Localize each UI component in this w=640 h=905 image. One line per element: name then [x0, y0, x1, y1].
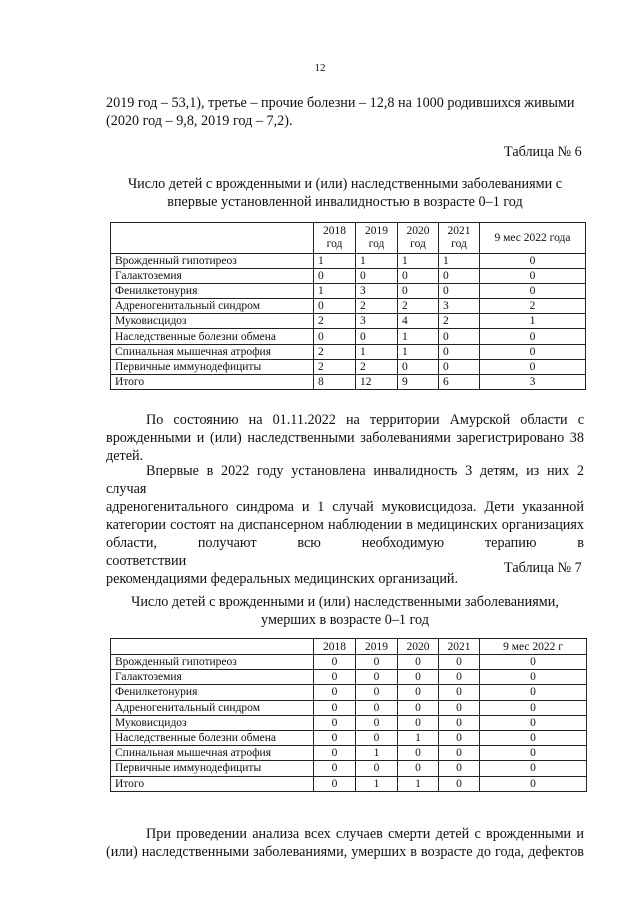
table-cell: 6 [439, 374, 480, 389]
table-header-cell: 2021 [439, 639, 480, 655]
table6-caption: Таблица № 6 [504, 144, 582, 160]
table-cell: Наследственные болезни обмена [111, 329, 314, 344]
table-cell: 0 [398, 670, 439, 685]
paragraph-line: Впервые в 2022 году установлена инвалидность 3 детям, из них 2 случая [106, 463, 584, 497]
table-cell: Спинальная мышечная атрофия [111, 746, 314, 761]
table-cell: 1 [398, 329, 439, 344]
table-cell: 0 [314, 670, 356, 685]
table-row [111, 344, 586, 359]
table-cell: 1 [480, 314, 586, 329]
intro-line: (2020 год – 9,8, 2019 год – 7,2). [106, 113, 293, 129]
table-cell: 1 [356, 746, 398, 761]
table-cell: 0 [439, 269, 480, 284]
table-cell: Муковисцидоз [111, 715, 314, 730]
table-cell: 0 [314, 730, 356, 745]
table-cell: Адреногенитальный синдром [111, 299, 314, 314]
table-cell: 2 [398, 299, 439, 314]
table-cell: Первичные иммунодефициты [111, 359, 314, 374]
table-cell: Фенилкетонурия [111, 284, 314, 299]
table-cell: 0 [439, 284, 480, 299]
table-cell: 1 [398, 344, 439, 359]
table-cell: 0 [398, 685, 439, 700]
table-cell: 1 [439, 254, 480, 269]
table7-caption: Таблица № 7 [504, 560, 582, 576]
table-cell: 2 [480, 299, 586, 314]
table-cell: 0 [398, 700, 439, 715]
table-cell: 0 [480, 254, 586, 269]
table-cell: 3 [439, 299, 480, 314]
paragraph-line: По состоянию на 01.11.2022 на территории Амурской области с [146, 412, 584, 428]
table-header-row [111, 223, 586, 254]
table-row [111, 685, 587, 700]
table-row [111, 284, 586, 299]
table-cell: 3 [480, 374, 586, 389]
paragraph-line: врожденными и (или) наследственными заболеваниями зарегистрировано 38 [106, 430, 584, 446]
table-row [111, 670, 587, 685]
paragraph-line: рекомендациями федеральных медицинских организаций. [106, 571, 459, 587]
table-cell: Фенилкетонурия [111, 685, 314, 700]
paragraph-line: детей. [106, 448, 144, 464]
table-cell: 1 [314, 254, 356, 269]
table-cell: 0 [398, 284, 439, 299]
table-cell: 0 [439, 344, 480, 359]
table-cell: 0 [356, 329, 398, 344]
table-header-cell [111, 223, 314, 254]
table-cell: 0 [356, 761, 398, 776]
table-cell: 0 [439, 359, 480, 374]
table-cell: 1 [398, 254, 439, 269]
table-header-cell: 2018 [314, 639, 356, 655]
table-cell: 1 [356, 254, 398, 269]
table-cell: 0 [398, 655, 439, 670]
table-row [111, 314, 586, 329]
table-cell: 0 [439, 685, 480, 700]
table-cell: Спинальная мышечная атрофия [111, 344, 314, 359]
table-cell: 1 [398, 730, 439, 745]
page-number: 12 [314, 62, 326, 74]
table-cell: 0 [480, 670, 587, 685]
table-cell: 0 [480, 685, 587, 700]
table-cell: 0 [480, 746, 587, 761]
table7-title-line: умерших в возрасте 0–1 год [261, 612, 429, 628]
paragraph-line: области, получают всю необходимую терапию в соответствии [106, 535, 584, 569]
table-row [111, 746, 587, 761]
table-cell: Врожденный гипотиреоз [111, 254, 314, 269]
table-cell: 0 [439, 746, 480, 761]
table6 [110, 222, 586, 390]
table-cell: 0 [398, 269, 439, 284]
table-row [111, 761, 587, 776]
table-cell: Адреногенитальный синдром [111, 700, 314, 715]
table-header-cell: 9 мес 2022 г [480, 639, 587, 655]
table6-title-line: впервые установленной инвалидностью в возрасте 0–1 год [167, 194, 523, 210]
intro-paragraph [106, 94, 584, 130]
paragraph-line: адреногенитального синдрома и 1 случай муковисцидоза. Дети указанной [106, 499, 584, 515]
table-header-cell: 2019 год [356, 223, 398, 254]
table-row [111, 329, 586, 344]
table-row [111, 655, 587, 670]
table-cell: 0 [314, 329, 356, 344]
table-cell: 0 [480, 329, 586, 344]
table-cell: 0 [439, 761, 480, 776]
table-cell: 0 [480, 359, 586, 374]
table-row [111, 269, 586, 284]
table-cell: 0 [480, 655, 587, 670]
table-header-cell: 2021 год [439, 223, 480, 254]
table-cell: 0 [439, 655, 480, 670]
paragraph-line: При проведении анализа всех случаев смерти детей с врожденными и [146, 826, 584, 842]
table-cell: 0 [480, 761, 587, 776]
table-cell: 8 [314, 374, 356, 389]
table-cell: 0 [356, 715, 398, 730]
table-cell: 0 [356, 730, 398, 745]
table-row [111, 730, 587, 745]
table-cell: 0 [480, 715, 587, 730]
table-cell: Первичные иммунодефициты [111, 761, 314, 776]
table-cell: 2 [356, 359, 398, 374]
table-cell: 0 [314, 655, 356, 670]
table-row [111, 776, 587, 791]
table-header-cell: 2020 год [398, 223, 439, 254]
table-cell: 0 [356, 700, 398, 715]
table-row [111, 715, 587, 730]
table-cell: 3 [356, 314, 398, 329]
table-cell: 0 [439, 700, 480, 715]
paragraph-registered [106, 411, 584, 465]
table-row [111, 254, 586, 269]
table-cell: 0 [439, 776, 480, 791]
table-row [111, 359, 586, 374]
table-cell: 0 [480, 776, 587, 791]
table-cell: 0 [439, 715, 480, 730]
table-cell: 0 [314, 776, 356, 791]
table-cell: 0 [439, 670, 480, 685]
table-cell: 2 [314, 344, 356, 359]
paragraph-analysis [106, 825, 584, 861]
table-cell: Итого [111, 776, 314, 791]
table-cell: Муковисцидоз [111, 314, 314, 329]
table-cell: 0 [314, 685, 356, 700]
table-cell: Галактоземия [111, 670, 314, 685]
paragraph-line: категории состоят на диспансерном наблюдении в медицинских организациях [106, 517, 584, 533]
table-cell: 0 [480, 700, 587, 715]
table-cell: 2 [314, 314, 356, 329]
table-cell: 0 [439, 329, 480, 344]
table-cell: Врожденный гипотиреоз [111, 655, 314, 670]
table-cell: 0 [439, 730, 480, 745]
table-header-cell: 2020 [398, 639, 439, 655]
table-header-cell [111, 639, 314, 655]
table-cell: 0 [398, 746, 439, 761]
table-cell: 0 [314, 299, 356, 314]
table-cell: 0 [398, 359, 439, 374]
table-cell: 1 [356, 776, 398, 791]
table-cell: 1 [314, 284, 356, 299]
table-cell: 0 [314, 700, 356, 715]
table-cell: 0 [398, 761, 439, 776]
table-cell: 0 [356, 269, 398, 284]
paragraph-line: (или) наследственными заболеваниями, умерших в возрасте до года, дефектов [106, 844, 584, 860]
table7 [110, 638, 587, 792]
table-cell: Итого [111, 374, 314, 389]
table-cell: 0 [398, 715, 439, 730]
table-cell: 1 [356, 344, 398, 359]
table-cell: Галактоземия [111, 269, 314, 284]
table6-title-line: Число детей с врожденными и (или) наследственными заболеваниями с [127, 176, 563, 192]
table-header-cell: 2018 год [314, 223, 356, 254]
table-header-cell: 2019 [356, 639, 398, 655]
table-cell: 0 [480, 344, 586, 359]
intro-line: 2019 год – 53,1), третье – прочие болезни – 12,8 на 1000 родившихся живыми [106, 95, 575, 111]
table-cell: 0 [314, 269, 356, 284]
table-cell: 3 [356, 284, 398, 299]
table-cell: 0 [480, 269, 586, 284]
table-cell: 9 [398, 374, 439, 389]
table-cell: 0 [314, 746, 356, 761]
table-cell: 0 [314, 761, 356, 776]
table6-title [96, 175, 594, 211]
table-header-row [111, 639, 587, 655]
table-header-cell: 9 мес 2022 года [480, 223, 586, 254]
table-cell: 0 [314, 715, 356, 730]
table-row [111, 374, 586, 389]
table-cell: 0 [356, 685, 398, 700]
table-cell: Наследственные болезни обмена [111, 730, 314, 745]
table-cell: 12 [356, 374, 398, 389]
table-row [111, 299, 586, 314]
table-row [111, 700, 587, 715]
table-cell: 0 [480, 730, 587, 745]
table-cell: 1 [398, 776, 439, 791]
table7-title [96, 593, 594, 629]
table-cell: 4 [398, 314, 439, 329]
table7-title-line: Число детей с врожденными и (или) наследственными заболеваниями, [131, 594, 559, 610]
table-cell: 0 [356, 655, 398, 670]
table-cell: 0 [480, 284, 586, 299]
table-cell: 2 [356, 299, 398, 314]
table-cell: 0 [356, 670, 398, 685]
table-cell: 2 [314, 359, 356, 374]
table-cell: 2 [439, 314, 480, 329]
